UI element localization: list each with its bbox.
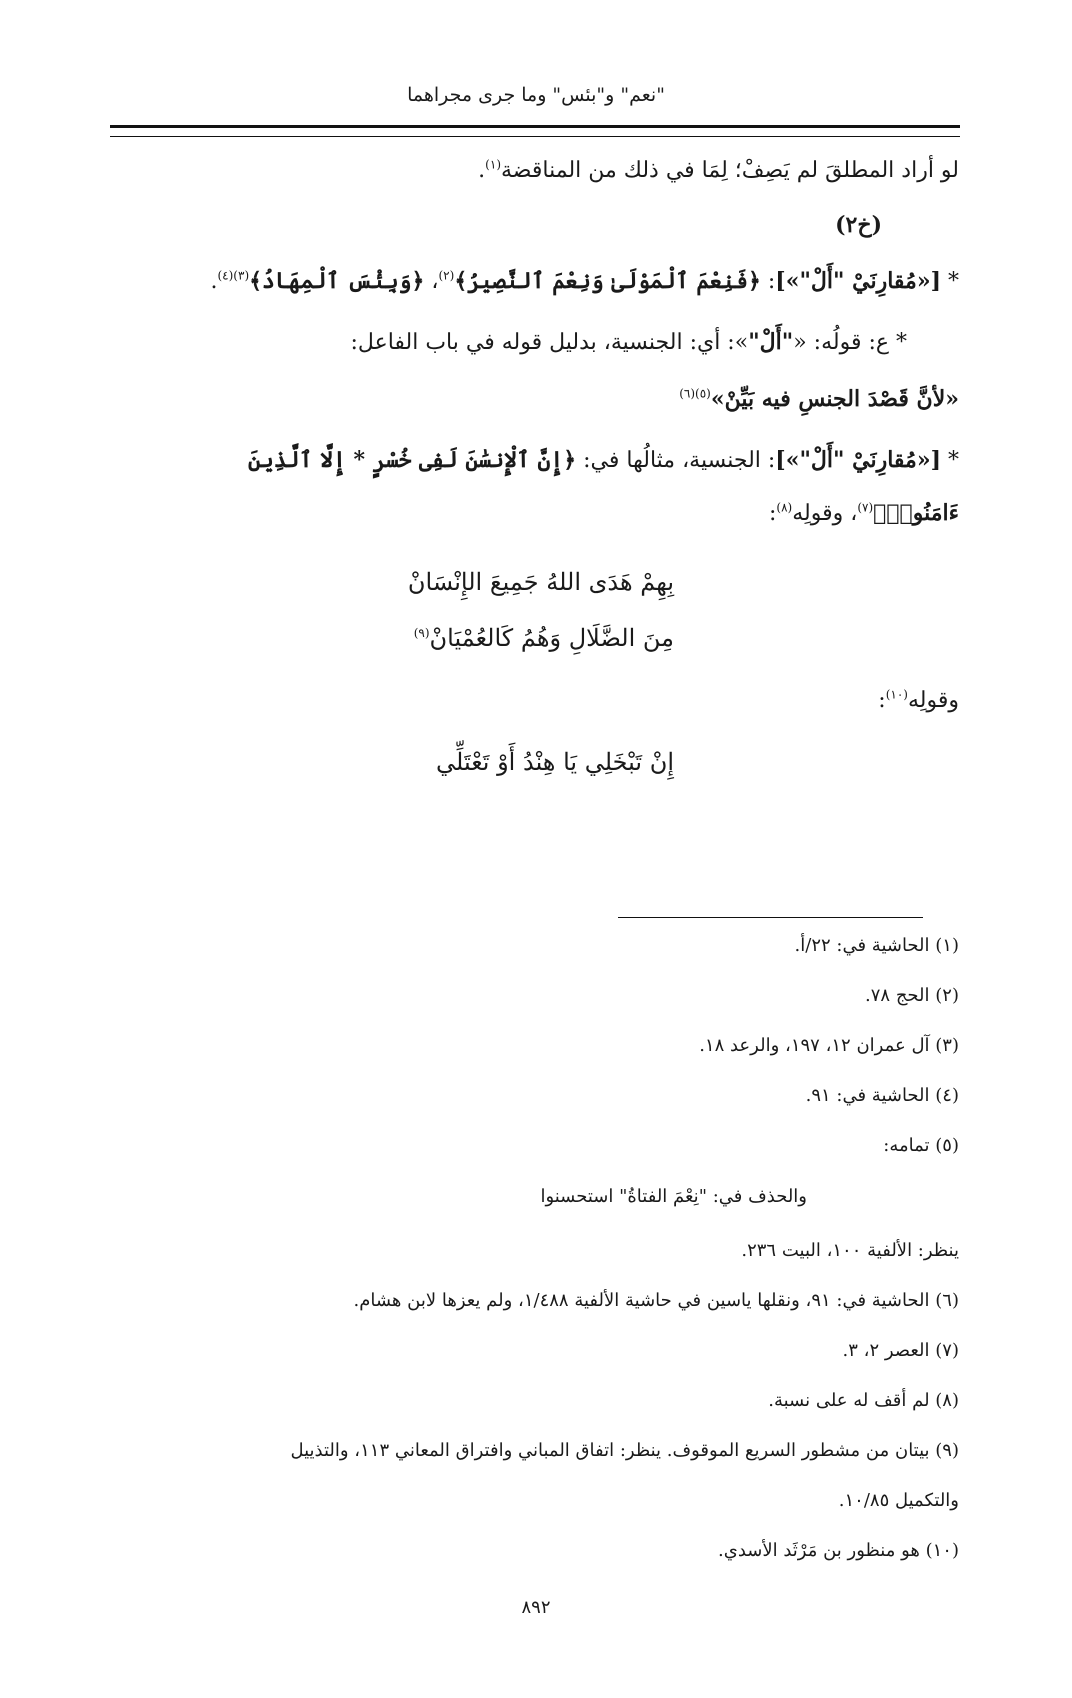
page-number: ٨٩٢	[521, 1597, 551, 1618]
footnote-10: (١٠) هو منظور بن مَرْثَد الأسدي.	[718, 1540, 959, 1561]
poem-verse-2: مِنَ الضَّلَالِ وَهُمُ كَالعُمْيَانْ$^{(٩)}$	[413, 624, 674, 652]
body-line-4	[679, 386, 959, 412]
footnote-separator	[618, 917, 923, 918]
running-header: "نعم" و"بئس" وما جرى مجراهما	[407, 84, 665, 106]
footnote-5-ref: ينظر: الألفية ١٠٠، البيت ٢٣٦.	[741, 1240, 959, 1261]
footnote-ref: (٨)	[776, 500, 793, 515]
section-mark: (خ٢)	[835, 212, 882, 238]
body-line-5: * [«مُقارِنَيْ "أَلْ"»]: الجنسية، مثالُها في: ﴿إِنَّ ٱلْإِنسَٰنَ لَفِى خُسْرٍ * إِلَّا ٱلَّذِينَ	[247, 447, 959, 473]
poem-verse-3: إِنْ تَبْخَلِي يَا هِنْدُ أَوْ تَعْتَلِّي	[436, 748, 674, 776]
quran-verse: ﴿وَبِئْسَ ٱلْمِهَادُ﴾	[249, 268, 425, 294]
footnote-ref: (٣)(٤)	[217, 268, 250, 283]
footnote-ref: (١)	[485, 157, 501, 172]
footnote-6: (٦) الحاشية في: ٩١، ونقلها ياسين في حاشية الألفية ١/٤٨٨، ولم يعزها لابن هشام.	[353, 1290, 959, 1311]
footnote-ref: (٢)	[438, 268, 455, 283]
quran-verse: ءَامَنُوا۟﴾	[873, 500, 959, 526]
quran-verse: ﴿إِنَّ ٱلْإِنسَٰنَ لَفِى خُسْرٍ * إِلَّا ٱلَّذِينَ	[247, 447, 577, 473]
footnote-5: (٥) تمامه:	[883, 1135, 959, 1156]
footnote-3: (٣) آل عمران ١٢، ١٩٧، والرعد ١٨.	[699, 1035, 959, 1056]
body-line-7: وقولِه$^{(١٠)}$:	[878, 687, 959, 713]
footnote-ref: (١٠)	[885, 687, 908, 702]
body-line-2: * [«مُقارِنَيْ "أَلْ"»]: ﴿فَنِعْمَ ٱلْمَوْلَىٰ وَنِعْمَ ٱلنَّصِيرُ﴾$^{(٢)}$، ﴿وَبِئْسَ ٱلْمِهَادُ﴾$^{(٣)(٤)}$.	[210, 268, 959, 294]
poem-verse-1: بِهِمْ هَدَى اللهُ جَمِيعَ الإِنْسَانْ	[407, 568, 674, 596]
body-line-1: لو أراد المطلقَ لم يَصِفْ؛ لِمَا في ذلك من المناقضة$^{(١)}$.	[478, 157, 959, 183]
verse-quote: «لأنَّ قَصْدَ الجنسِ فيه بَيِّنْ»	[710, 386, 959, 412]
footnote-4: (٤) الحاشية في: ٩١.	[805, 1085, 959, 1106]
lemma: [«مُقارِنَيْ "أَلْ"»]	[775, 268, 941, 294]
footnote-2: (٢) الحج ٧٨.	[865, 985, 959, 1006]
lemma: [«مُقارِنَيْ "أَلْ"»]	[775, 447, 941, 473]
header-rule-thick	[110, 125, 960, 128]
footnote-9: (٩) بيتان من مشطور السريع الموقوف. ينظر: اتفاق المباني وافتراق المعاني ١١٣، والتذييل	[290, 1440, 959, 1461]
header-rule-thin	[110, 136, 960, 137]
body-line-3: * ع: قولُه: «"أَلْ"»: أي: الجنسية، بدليل قوله في باب الفاعل:	[350, 329, 907, 355]
footnote-ref: (٧)	[857, 500, 874, 515]
quran-verse: ﴿فَنِعْمَ ٱلْمَوْلَىٰ وَنِعْمَ ٱلنَّصِيرُ﴾	[454, 268, 761, 294]
footnote-8: (٨) لم أقف له على نسبة.	[768, 1390, 959, 1411]
footnote-1: (١) الحاشية في: ٢٢/أ.	[794, 935, 959, 956]
body-line-6: ءَامَنُوا۟﴾$^{(٧)}$، وقولِه$^{(٨)}$:	[768, 500, 959, 526]
footnote-7: (٧) العصر ٢، ٣.	[842, 1340, 959, 1361]
footnote-5-verse: والحذف في: "نِعْمَ الفتاةُ" استحسنوا	[540, 1186, 807, 1207]
footnote-ref: (٩)	[413, 626, 430, 640]
footnote-ref: (٥)(٦)	[679, 386, 711, 401]
footnote-9-cont: والتكميل ١٠/٨٥.	[838, 1490, 959, 1511]
